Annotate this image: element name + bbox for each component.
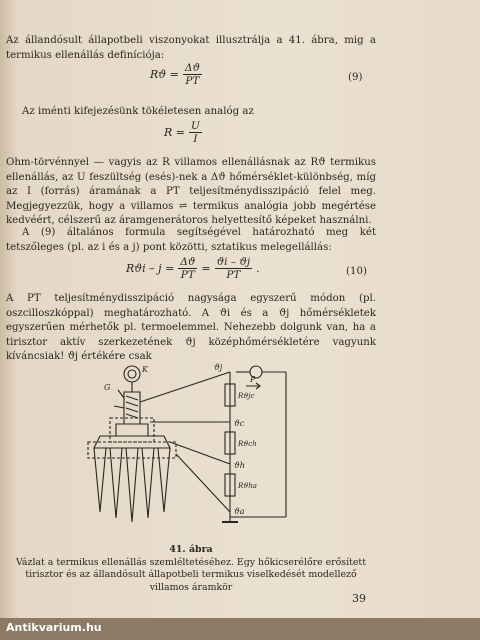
- label-r-ha: Rϑha: [238, 482, 257, 490]
- label-theta-c: ϑc: [234, 419, 245, 428]
- paragraph-3: Ohm-törvénnyel — vagyis az R villamos ellenállásnak az Rϑ termikus ellenállás, az U feszültség (esés)-nek a Δϑ hőmérséklet-különbség, míg az I (forrás) áramának a PT teljesítménydisszipáció felel meg. Megjegyezzük, hogy a villamos ⇌ termikus analógia jobb megértése kedvéért, célszerű az áramgenerátoros helyettesítő képeket használni.: [6, 157, 376, 227]
- eq9-denominator: PT: [185, 75, 200, 87]
- ohm-denominator: I: [193, 133, 198, 145]
- equation-9: [150, 62, 202, 87]
- eq10-fraction-1: [178, 256, 197, 281]
- eq9-lhs: Rϑ =: [150, 68, 179, 81]
- eq10-fraction-2: [215, 256, 253, 281]
- equation-ohm: [164, 120, 202, 145]
- label-k: K: [142, 365, 148, 374]
- eq10-denominator-1: PT: [180, 269, 195, 281]
- equation-9-number: (9): [348, 72, 363, 83]
- heatsink-fins: [94, 448, 170, 522]
- ohm-lhs: R =: [164, 126, 185, 139]
- eq10-numerator-1: Δϑ: [180, 256, 196, 268]
- thyristor-ring: [124, 366, 140, 382]
- label-p: P: [250, 375, 256, 384]
- label-r-ch: Rϑch: [238, 440, 257, 448]
- eq9-numerator: Δϑ: [184, 62, 200, 74]
- caption-text: Vázlat a termikus ellenállás szemléltetéséhez. Egy hőkicserélőre erősített tirisztor és az állandósult állapotbeli termikus viselkedését modellező villamos áramkör: [16, 556, 366, 593]
- eq10-period: .: [256, 262, 260, 275]
- figure-caption: [6, 544, 376, 594]
- paragraph-2: Az iménti kifejezésünk tökéletesen analóg az: [22, 106, 254, 117]
- ohm-fraction: [189, 120, 202, 145]
- ohm-numerator: U: [191, 120, 200, 132]
- equation-10-number: (10): [346, 266, 367, 277]
- eq10-equals: =: [201, 262, 211, 275]
- figure-41-diagram: [60, 362, 320, 542]
- label-theta-h: ϑh: [234, 461, 245, 470]
- label-theta-j: ϑj: [214, 363, 223, 372]
- eq10-denominator-2: PT: [226, 269, 241, 281]
- paragraph-4: A (9) általános formula segítségével határozható meg két tetszőleges (pl. az i és a j) pont közötti, sztatikus melegellállás:: [6, 227, 376, 253]
- page-number: 39: [352, 592, 366, 605]
- eq10-numerator-2: ϑi – ϑj: [216, 256, 251, 268]
- label-r-jc: Rϑjc: [238, 392, 255, 400]
- eq10-lhs: Rϑi – j =: [126, 262, 175, 275]
- label-g: G: [104, 383, 111, 392]
- paragraph-1: Az állandósult állapotbeli viszonyokat illusztrálja a 41. ábra, mig a termikus ellenállás definíciója:: [6, 35, 376, 61]
- paragraph-5: A PT teljesítménydisszipáció nagysága egyszerű módon (pl. oszcilloszkóppal) meghatározható. A ϑi és a ϑj hőmérsékletek egyszerűen mérhetők pl. termoelemmel. Nehezebb dolgunk van, ha a tirisztor aktív szerkezetének ϑj középhőmérsékletére vagyunk kíváncsiak! ϑj értékére csak: [6, 293, 376, 363]
- caption-title: 41. ábra: [169, 544, 213, 555]
- equation-10: [126, 256, 260, 281]
- label-theta-a: ϑa: [234, 507, 245, 516]
- eq9-fraction: [183, 62, 202, 87]
- watermark-label: Antikvarium.hu: [0, 618, 480, 640]
